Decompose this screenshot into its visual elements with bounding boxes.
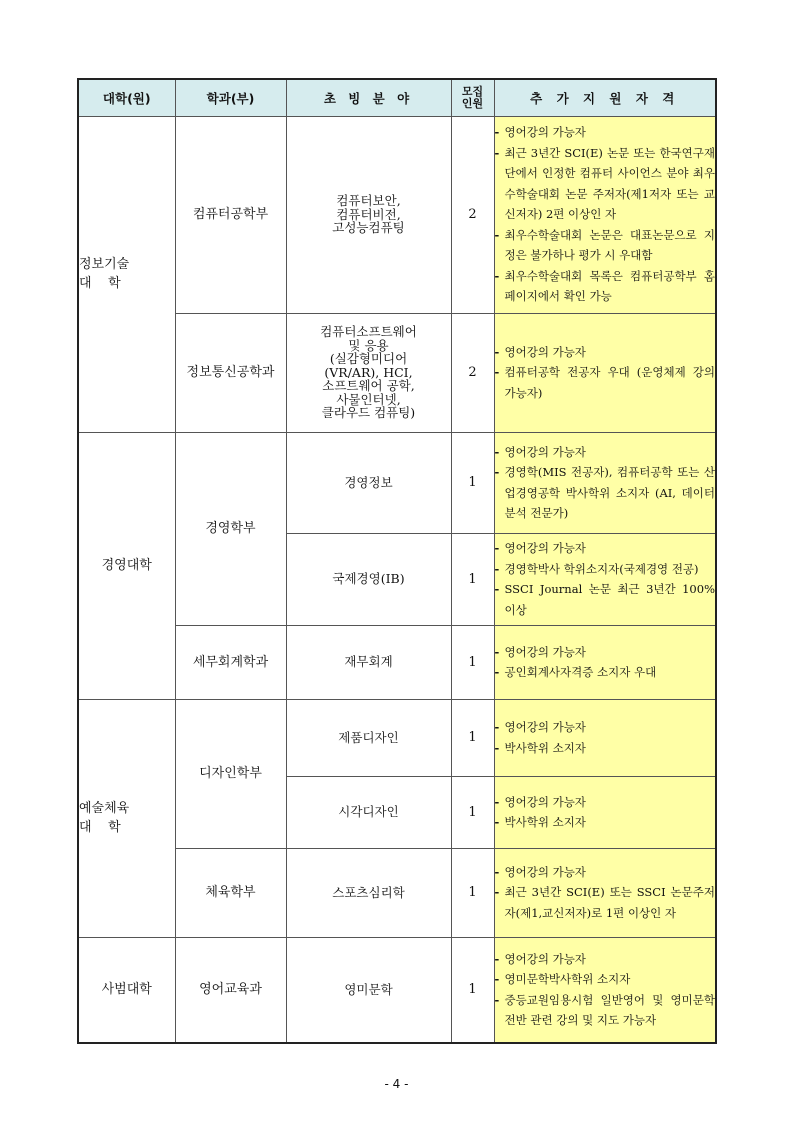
field-cell: 컴퓨터보안, 컴퓨터비전, 고성능컴퓨팅 bbox=[286, 116, 451, 313]
department-cell: 체육학부 bbox=[175, 848, 286, 937]
page-number: - 4 - bbox=[384, 1077, 409, 1091]
count-cell: 2 bbox=[451, 313, 494, 432]
count-cell: 1 bbox=[451, 625, 494, 699]
qualification-item: - 컴퓨터공학 전공자 우대 (운영체제 강의 가능자) bbox=[495, 362, 716, 403]
count-cell: 1 bbox=[451, 848, 494, 937]
qualification-item: - 공인회계사자격증 소지자 우대 bbox=[495, 662, 716, 683]
count-cell: 1 bbox=[451, 533, 494, 625]
qualification-item: - 박사학위 소지자 bbox=[495, 738, 716, 759]
college-cell: 경영대학 bbox=[78, 432, 175, 699]
table-row bbox=[78, 432, 716, 533]
department-cell: 영어교육과 bbox=[175, 937, 286, 1043]
qualification-item: - 영어강의 가능자 bbox=[495, 442, 716, 463]
field-cell: 경영정보 bbox=[286, 432, 451, 533]
table-row bbox=[78, 116, 716, 313]
qualification-item: - 영미문학박사학위 소지자 bbox=[495, 969, 716, 990]
qualifications-cell bbox=[494, 533, 716, 625]
college-cell: 예술체육 대 학 bbox=[78, 699, 175, 937]
college-cell: 정보기술 대 학 bbox=[78, 116, 175, 432]
qualification-item: - 최우수학술대회 논문은 대표논문으로 지정은 불가하나 평가 시 우대함 bbox=[495, 225, 716, 266]
qualification-item: - 영어강의 가능자 bbox=[495, 122, 716, 143]
header-department: 학과(부) bbox=[175, 79, 286, 116]
qualification-item: - 영어강의 가능자 bbox=[495, 862, 716, 883]
table-row bbox=[78, 937, 716, 1043]
header-college: 대학(원) bbox=[78, 79, 175, 116]
qualification-item: - 최근 3년간 SCI(E) 또는 SSCI 논문주저자(제1,교신저자)로 1편 이상인 자 bbox=[495, 882, 716, 923]
qualification-item: - 영어강의 가능자 bbox=[495, 949, 716, 970]
qualifications-cell bbox=[494, 699, 716, 776]
field-cell: 컴퓨터소프트웨어 및 응용 (실감형미디어 (VR/AR), HCI, 소프트웨어 공학, 사물인터넷, 클라우드 컴퓨팅) bbox=[286, 313, 451, 432]
qualifications-cell bbox=[494, 625, 716, 699]
field-cell: 영미문학 bbox=[286, 937, 451, 1043]
header-qualifications: 추 가 지 원 자 격 bbox=[494, 79, 716, 116]
department-cell: 세무회계학과 bbox=[175, 625, 286, 699]
qualification-item: - 영어강의 가능자 bbox=[495, 717, 716, 738]
field-cell: 스포츠심리학 bbox=[286, 848, 451, 937]
qualification-item: - 경영학(MIS 전공자), 컴퓨터공학 또는 산업경영공학 박사학위 소지자 (AI, 데이터 분석 전문가) bbox=[495, 462, 716, 524]
qualification-item: - 최근 3년간 SCI(E) 논문 또는 한국연구재단에서 인정한 컴퓨터 사이언스 분야 최우수학술대회 논문 주저자(제1저자 또는 교신저자) 2편 이상인 자 bbox=[495, 143, 716, 225]
college-cell: 사범대학 bbox=[78, 937, 175, 1043]
faculty-recruitment-table bbox=[77, 78, 717, 1044]
qualification-item: - 박사학위 소지자 bbox=[495, 812, 716, 833]
table-header-row bbox=[78, 79, 716, 116]
count-cell: 1 bbox=[451, 432, 494, 533]
count-cell: 2 bbox=[451, 116, 494, 313]
qualification-item: - 영어강의 가능자 bbox=[495, 342, 716, 363]
count-cell: 1 bbox=[451, 937, 494, 1043]
field-cell: 국제경영(IB) bbox=[286, 533, 451, 625]
count-cell: 1 bbox=[451, 699, 494, 776]
qualification-item: - 영어강의 가능자 bbox=[495, 538, 716, 559]
qualification-item: - 영어강의 가능자 bbox=[495, 642, 716, 663]
qualifications-cell bbox=[494, 776, 716, 848]
header-recruit-count: 모집 인원 bbox=[451, 79, 494, 116]
count-cell: 1 bbox=[451, 776, 494, 848]
qualifications-cell bbox=[494, 432, 716, 533]
field-cell: 시각디자인 bbox=[286, 776, 451, 848]
header-field: 초 빙 분 야 bbox=[286, 79, 451, 116]
qualification-item: - 경영학박사 학위소지자(국제경영 전공) bbox=[495, 559, 716, 580]
qualification-item: - 중등교원임용시험 일반영어 및 영미문학전반 관련 강의 및 지도 가능자 bbox=[495, 990, 716, 1031]
qualification-item: - 영어강의 가능자 bbox=[495, 792, 716, 813]
department-cell: 정보통신공학과 bbox=[175, 313, 286, 432]
department-cell: 경영학부 bbox=[175, 432, 286, 625]
qualifications-cell bbox=[494, 848, 716, 937]
field-cell: 재무회계 bbox=[286, 625, 451, 699]
qualifications-cell bbox=[494, 116, 716, 313]
qualifications-cell bbox=[494, 937, 716, 1043]
table-row bbox=[78, 699, 716, 776]
department-cell: 디자인학부 bbox=[175, 699, 286, 848]
qualifications-cell bbox=[494, 313, 716, 432]
department-cell: 컴퓨터공학부 bbox=[175, 116, 286, 313]
qualification-item: - 최우수학술대회 목록은 컴퓨터공학부 홈페이지에서 확인 가능 bbox=[495, 266, 716, 307]
qualification-item: - SSCI Journal 논문 최근 3년간 100% 이상 bbox=[495, 579, 716, 620]
field-cell: 제품디자인 bbox=[286, 699, 451, 776]
